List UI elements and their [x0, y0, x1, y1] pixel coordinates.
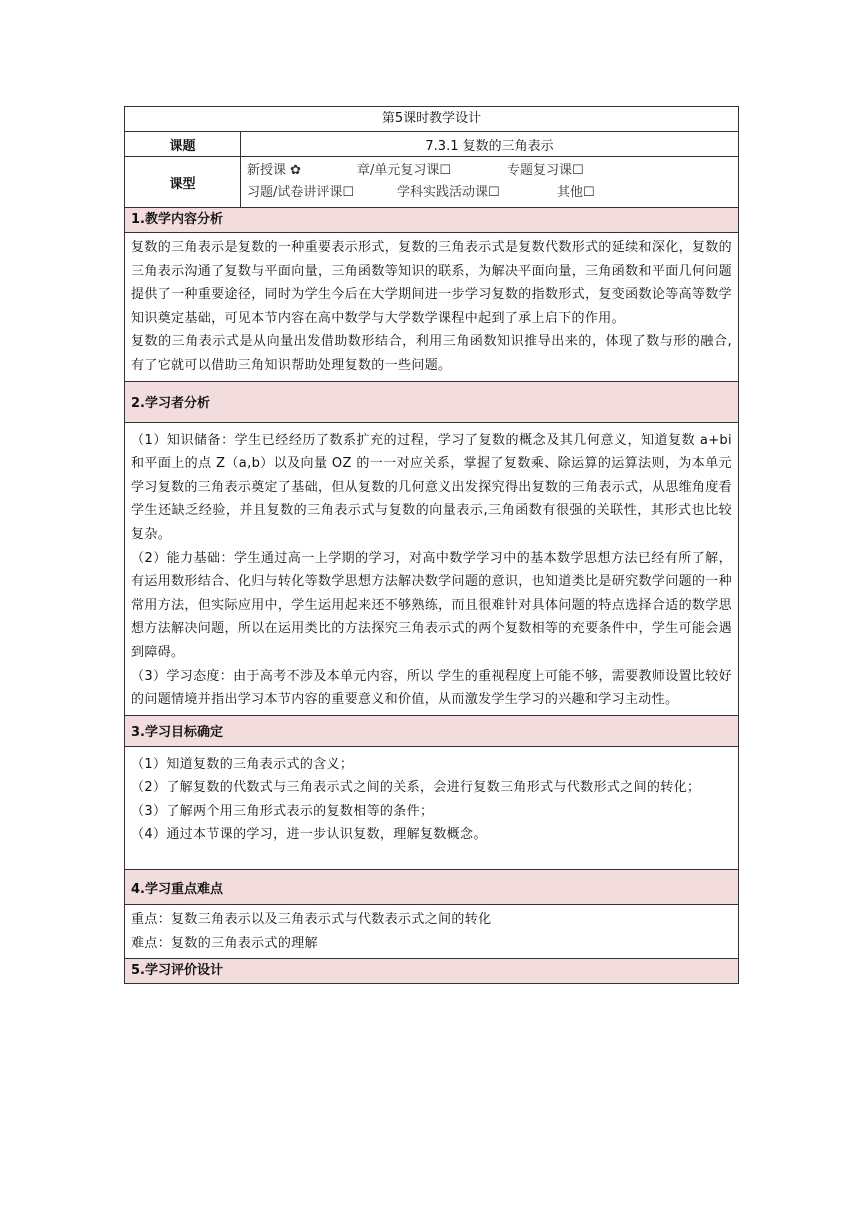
type-row — [125, 157, 739, 208]
lesson-row — [125, 132, 739, 157]
section-3-body — [125, 746, 739, 869]
type-label: 课型 — [125, 157, 241, 208]
section-3-paragraph: （4）通过本节课的学习，进一步认识复数，理解复数概念。 — [131, 827, 487, 843]
section-1-body-row — [125, 233, 739, 382]
section-4-heading-row — [125, 870, 739, 905]
type-options-row-1 — [247, 160, 732, 182]
section-4-body — [125, 905, 739, 959]
section-1-body — [125, 233, 739, 382]
section-5-heading-row — [125, 959, 739, 984]
lesson-label: 课题 — [125, 132, 241, 157]
section-3-paragraph: （2）了解复数的代数式与三角表示式之间的关系，会进行复数三角形式与代数形式之间的转化； — [131, 780, 701, 796]
type-option-other: 其他☐ — [557, 185, 595, 200]
section-3-heading: 3.学习目标确定 — [125, 715, 739, 746]
section-1-paragraph: 复数的三角表示是复数的一种重要表示形式，复数的三角表示式是复数代数形式的延续和深化，复数的三角表示沟通了复数与平面向量，三角函数等知识的联系，为解决平面向量，三角函数和平面几何问题提供了一种重要途径，同时为学生今后在大学期间进一步学习复数的指数形式，复变函数论等高等数学知识奠定基础，可见本节内容在高中数学与大学数学课程中起到了承上启下的作用。 — [131, 240, 732, 326]
document-title: 第5课时教学设计 — [125, 107, 739, 132]
section-2-paragraph: （1）知识储备：学生已经经历了数系扩充的过程，学习了复数的概念及其几何意义，知道复数 a+bi 和平面上的点 Z（a,b）以及向量 OZ 的一一对应关系，掌握了复数乘、除运算的运算法则，为本单元学习复数的三角表示奠定了基础，但从复数的几何意义出发探究得出复数的三角表示式，从思维角度看学生还缺乏经验，并且复数的三角表示式与复数的向量表示,三角函数有很强的关联性，其形式也比较复杂。 — [131, 432, 732, 542]
section-3-heading-row — [125, 715, 739, 746]
type-option-exercise: 习题/试卷讲评课☐ — [247, 185, 355, 200]
section-2-body — [125, 422, 739, 715]
section-4-paragraph: 难点：复数的三角表示式的理解 — [131, 935, 318, 951]
section-2-paragraph: （2）能力基础：学生通过高一上学期的学习，对高中数学学习中的基本数学思想方法已经有所了解，有运用数形结合、化归与转化等数学思想方法解决数学问题的意识，也知道类比是研究数学问题的一种常用方法，但实际应用中，学生运用起来还不够熟练，而且很难针对具体问题的特点选择合适的数学思想方法解决问题，所以在运用类比的方法探究三角表示式的两个复数相等的充要条件中，学生可能会遇到障碍。 — [131, 550, 732, 660]
title-row — [125, 107, 739, 132]
type-option-topic-review: 专题复习课☐ — [507, 163, 584, 178]
type-options-row-2 — [247, 182, 732, 204]
section-3-body-row — [125, 746, 739, 869]
section-4-heading: 4.学习重点难点 — [125, 870, 739, 905]
type-option-unit-review: 章/单元复习课☐ — [357, 163, 452, 178]
section-2-heading-row — [125, 381, 739, 422]
section-4-body-row — [125, 905, 739, 959]
section-2-body-row — [125, 422, 739, 715]
section-4-paragraph: 重点：复数三角表示以及三角表示式与代数表示式之间的转化 — [131, 912, 492, 928]
type-option-practice: 学科实践活动课☐ — [397, 185, 500, 200]
lesson-design-table-wrapper — [124, 106, 738, 984]
type-options — [241, 157, 739, 208]
section-5-heading: 5.学习评价设计 — [125, 959, 739, 984]
section-3-paragraph: （1）知道复数的三角表示式的含义； — [131, 756, 354, 772]
section-1-heading: 1.教学内容分析 — [125, 208, 739, 233]
lesson-value: 7.3.1 复数的三角表示 — [241, 132, 739, 157]
lesson-design-table — [124, 106, 739, 984]
section-2-heading: 2.学习者分析 — [125, 381, 739, 422]
section-3-paragraph: （3）了解两个用三角形式表示的复数相等的条件； — [131, 803, 434, 819]
section-2-paragraph: （3）学习态度：由于高考不涉及本单元内容，所以 学生的重视程度上可能不够，需要教师设置比较好的问题情境并指出学习本节内容的重要意义和价值，从而激发学生学习的兴趣和学习主动性。 — [131, 668, 732, 708]
section-1-heading-row — [125, 208, 739, 233]
section-1-paragraph: 复数的三角表示式是从向量出发借助数形结合，利用三角函数知识推导出来的，体现了数与形的融合,有了它就可以借助三角知识帮助处理复数的一些问题。 — [131, 334, 732, 373]
type-option-new: 新授课 ✿ — [247, 163, 302, 178]
